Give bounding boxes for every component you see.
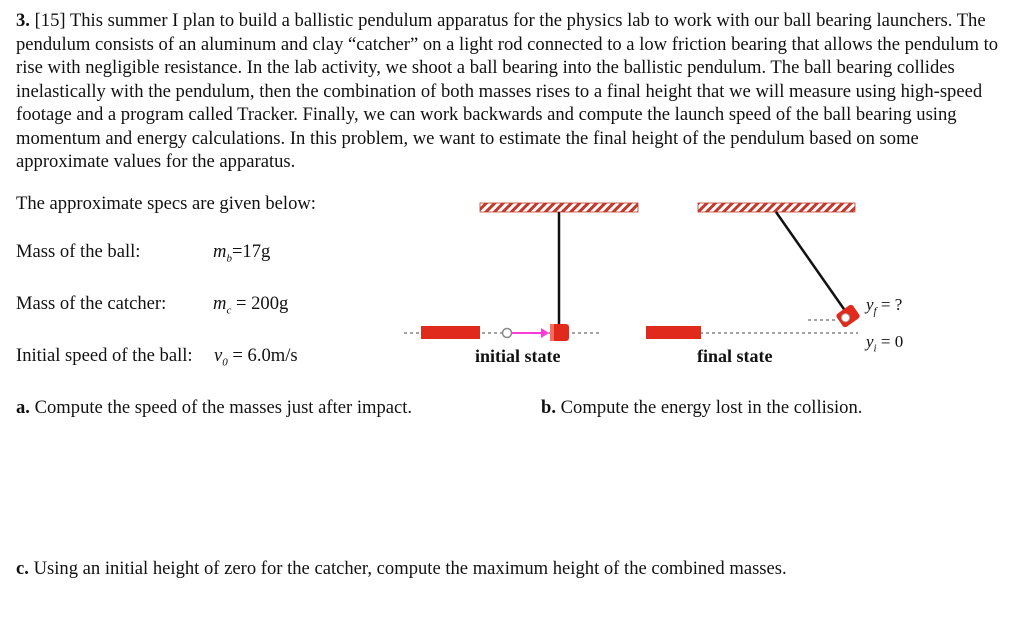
launcher-left <box>421 326 480 339</box>
part-b: b. Compute the energy lost in the collision. <box>541 397 863 418</box>
spec-ball-label: Mass of the ball: <box>16 241 141 262</box>
pendulum-rod-final <box>776 212 846 312</box>
part-a: a. Compute the speed of the masses just after impact. <box>16 397 413 418</box>
spec-speed-equation: $v_0 = 6.0m/s$ <box>214 345 298 369</box>
launcher-right <box>646 326 701 339</box>
spec-speed-label: Initial speed of the ball: <box>16 345 193 366</box>
problem-points: [15] <box>34 10 66 31</box>
yi-label: $y_i = 0$ <box>866 332 904 355</box>
part-c: c. Using an initial height of zero for the catcher, compute the maximum height of the combined masses. <box>16 558 787 579</box>
problem-number: 3. <box>16 10 30 31</box>
velocity-arrowhead <box>541 328 549 338</box>
initial-state-label: initial state <box>475 346 561 366</box>
ball-bearing <box>503 329 512 338</box>
ceiling-right <box>698 203 855 212</box>
spec-catcher-label: Mass of the catcher: <box>16 293 167 314</box>
catcher-initial-face <box>550 324 554 341</box>
yf-label: $y_f$ = ? <box>866 295 903 318</box>
spec-ball-equation: $m_b=17g$ <box>213 241 271 265</box>
spec-catcher-equation: $m_c = 200g$ <box>213 293 289 317</box>
catcher-final <box>835 304 861 329</box>
problem-text: This summer I plan to build a ballistic pendulum apparatus for the physics lab to work with our ball bearing launchers. The pendulum consists of an aluminum and clay “catcher” on a light rod connected to a low friction bearing that allows the pendulum to rise with negligible resistance. In the lab activity, we shoot a ball bearing into the ballistic pendulum. The ball bearing collides inelastically with the pendulum, then the combination of both masses rises to a final height that we will measure using high-speed footage and a program called Tracker. Finally, we can work backwards and compute the launch speed of the ball bearing using momentum and energy calculations. In this problem, we want to estimate the final height of the pendulum based on some approximate values for the apparatus. <box>16 10 999 172</box>
specs-title: The approximate specs are given below: <box>16 193 316 214</box>
ceiling-left <box>480 203 638 212</box>
final-state-label: final state <box>697 346 773 366</box>
